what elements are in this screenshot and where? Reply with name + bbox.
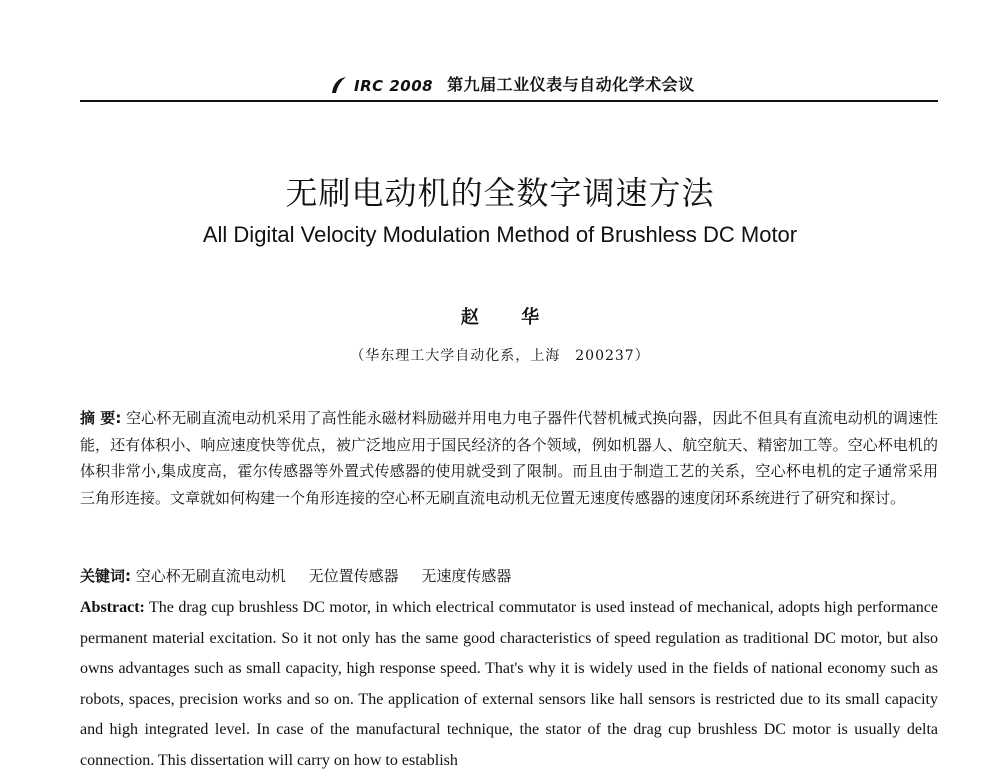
keywords-line	[80, 563, 938, 589]
author-affiliation: （华东理工大学自动化系，上海 200237）	[350, 348, 650, 364]
keyword-item: 空心杯无刷直流电动机	[135, 567, 286, 585]
header-content	[330, 72, 695, 95]
logo-swoosh-icon	[330, 75, 348, 95]
abstract-english-text: The drag cup brushless DC motor, in which electrical commutator is used instead of mechanical, adopts high performance permanent material excitation. So it not only has the same good characteristics of speed regulation as traditional DC motor, but also owns advantages such as small capacity, high response speed. That's why it is widely used in the fields of national economy such as robots, spaces, precision works and so on. The application of external sensors like hall sensors is restricted due to its small capacity and high integrated level. In case of the manufactural technique, the stator of the drag cup brushless DC motor is usually delta connection. This dissertation will carry on how to establish	[80, 599, 938, 769]
conference-logo	[330, 75, 433, 95]
page-header	[80, 68, 938, 102]
keyword-item: 无速度传感器	[421, 567, 512, 585]
keyword-item: 无位置传感器	[308, 567, 399, 585]
abstract-english-label: Abstract:	[80, 599, 145, 616]
conference-title: 第九届工业仪表与自动化学术会议	[447, 75, 695, 94]
logo-text: IRC 2008	[354, 77, 434, 95]
abstract-chinese-text: 空心杯无刷直流电动机采用了高性能永磁材料励磁并用电力电子器件代替机械式换向器，因此不但具有直流电动机的调速性能，还有体积小、响应速度快等优点，被广泛地应用于国民经济的各个领域，例如机器人、航空航天、精密加工等。空心杯电机的体积非常小,集成度高，霍尔传感器等外置式传感器的使用就受到了限制。而且由于制造工艺的关系，空心杯电机的定子通常采用三角形连接。文章就如何构建一个角形连接的空心杯无刷直流电动机无位置无速度传感器的速度闭环系统进行了研究和探讨。	[80, 409, 938, 507]
paper-title-english: All Digital Velocity Modulation Method of Brushless DC Motor	[202, 222, 798, 247]
abstract-chinese-label: 摘 要:	[80, 409, 122, 427]
author-name: 赵 华	[460, 307, 558, 328]
paper-title-chinese: 无刷电动机的全数字调速方法	[285, 174, 715, 212]
keywords-label: 关键词:	[80, 567, 131, 585]
abstract-english	[80, 593, 938, 776]
abstract-chinese	[80, 405, 938, 511]
